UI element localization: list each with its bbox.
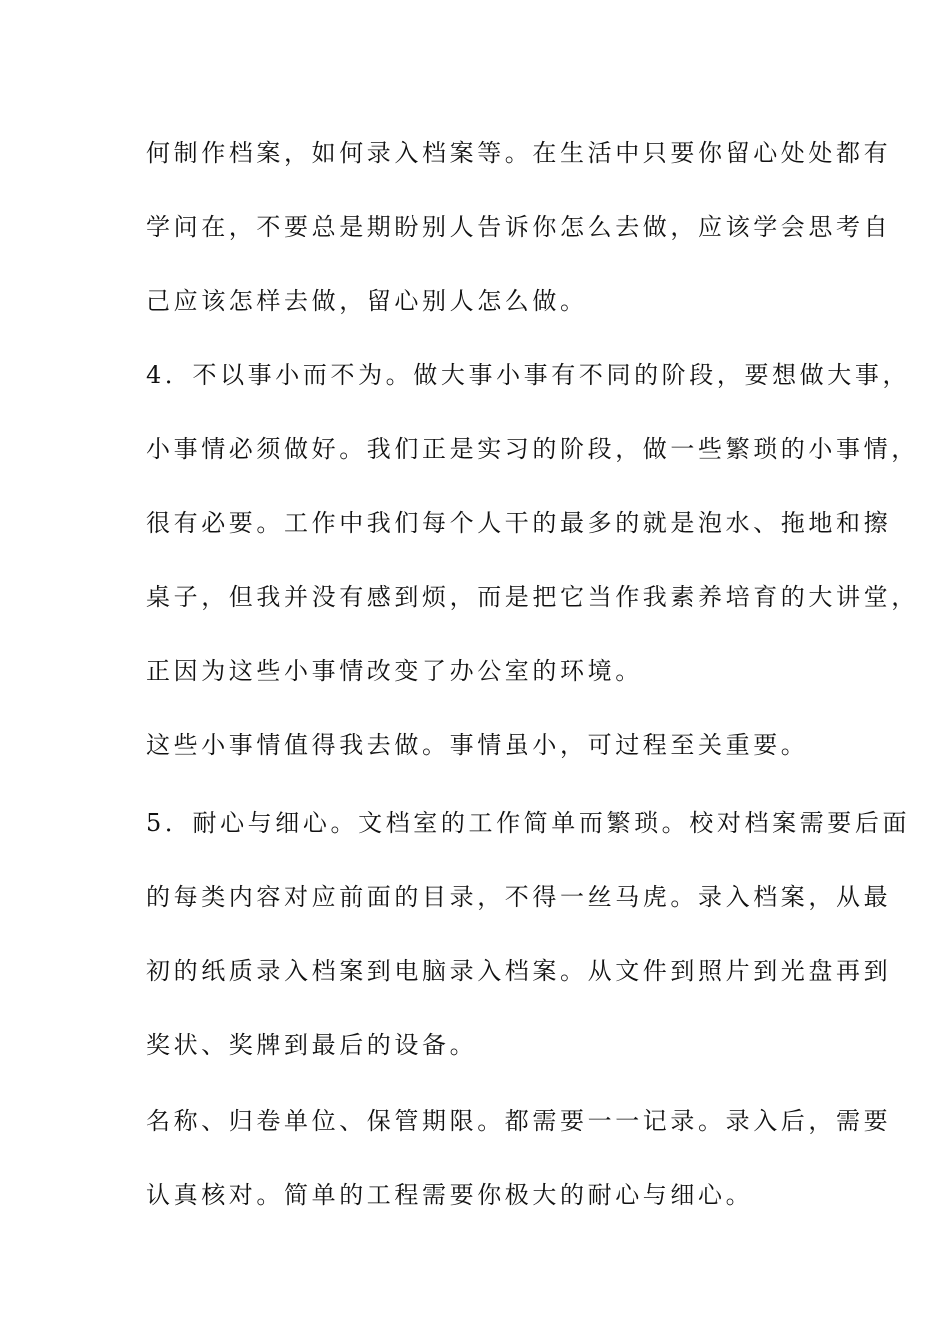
- text-line: 这些小事情值得我去做。事情虽小，可过程至关重要。: [146, 731, 809, 759]
- text-line: 正因为这些小事情改变了办公室的环境。: [146, 657, 643, 685]
- text-line: 初的纸质录入档案到电脑录入档案。从文件到照片到光盘再到: [146, 957, 892, 985]
- text-line: 桌子，但我并没有感到烦，而是把它当作我素养培育的大讲堂，: [146, 583, 919, 611]
- text-line: 奖状、奖牌到最后的设备。: [146, 1031, 478, 1059]
- text-line: 学问在，不要总是期盼别人告诉你怎么去做，应该学会思考自: [146, 213, 892, 241]
- text-line: 名称、归卷单位、保管期限。都需要一一记录。录入后，需要: [146, 1107, 892, 1135]
- text-line: 的每类内容对应前面的目录，不得一丝马虎。录入档案，从最: [146, 883, 892, 911]
- text-line: 己应该怎样去做，留心别人怎么做。: [146, 287, 588, 315]
- text-line: 认真核对。简单的工程需要你极大的耐心与细心。: [146, 1181, 754, 1209]
- text-line: 小事情必须做好。我们正是实习的阶段，做一些繁琐的小事情，: [146, 435, 919, 463]
- text-line: 何制作档案，如何录入档案等。在生活中只要你留心处处都有: [146, 139, 892, 167]
- text-line: 很有必要。工作中我们每个人干的最多的就是泡水、拖地和擦: [146, 509, 892, 537]
- text-line: 4．不以事小而不为。做大事小事有不同的阶段，要想做大事，: [146, 361, 911, 389]
- text-line: 5．耐心与细心。文档室的工作简单而繁琐。校对档案需要后面: [146, 809, 911, 837]
